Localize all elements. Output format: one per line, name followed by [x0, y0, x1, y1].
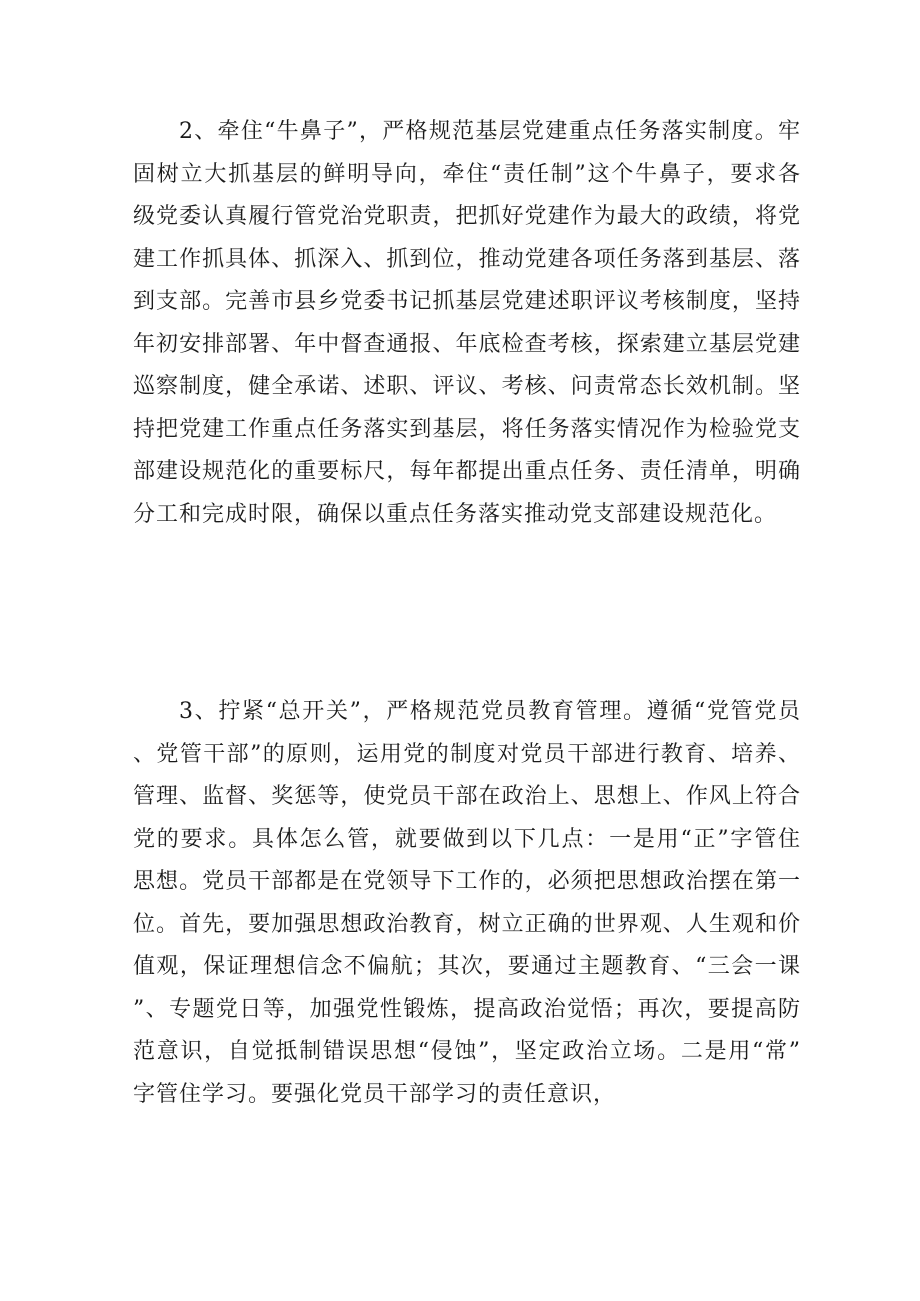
paragraph-2-text: 3、拧紧“总开关”，严格规范党员教育管理。遵循“党管党员、党管干部”的原则，运用党的制度对党员干部进行教育、培养、管理、监督、奖惩等，使党员干部在政治上、思想上、作风上符合党的要求。具体怎么管，就要做到以下几点：一是用“正”字管住思想。党员干部都是在党领导下工作的，必须把思想政治摆在第一位。首先，要加强思想政治教育，树立正确的世界观、人生观和价值观，保证理想信念不偏航；其次，要通过主题教育、“三会一课”、专题党日等，加强党性锻炼，提高政治觉悟；再次，要提高防范意识，自觉抵制错误思想“侵蚀”，坚定政治立场。二是用“常”字管住学习。要强化党员干部学习的责任意识，: [133, 699, 801, 1107]
paragraph-2: [133, 691, 801, 1116]
paragraph-1: [133, 111, 801, 536]
paragraph-1-text: 2、牵住“牛鼻子”，严格规范基层党建重点任务落实制度。牢固树立大抓基层的鲜明导向，牵住“责任制”这个牛鼻子，要求各级党委认真履行管党治党职责，把抓好党建作为最大的政绩，将党建工作抓具体、抓深入、抓到位，推动党建各项任务落到基层、落到支部。完善市县乡党委书记抓基层党建述职评议考核制度，坚持年初安排部署、年中督查通报、年底检查考核，探索建立基层党建巡察制度，健全承诺、述职、评议、考核、问责常态长效机制。坚持把党建工作重点任务落实到基层，将任务落实情况作为检验党支部建设规范化的重要标尺，每年都提出重点任务、责任清单，明确分工和完成时限，确保以重点任务落实推动党支部建设规范化。: [133, 119, 801, 527]
